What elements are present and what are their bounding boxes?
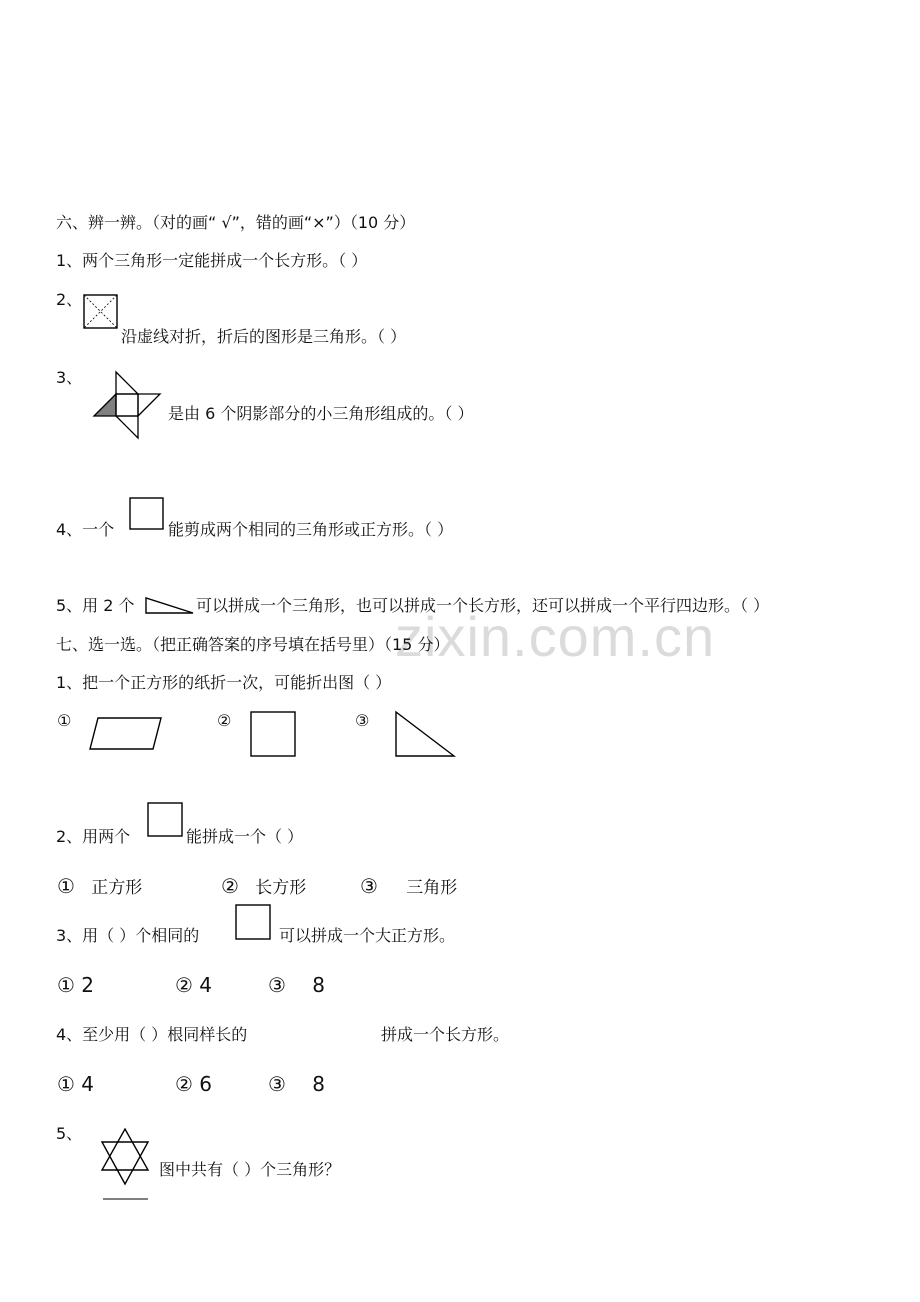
s7-q3-option-2 [175,973,212,997]
s7-q2-option-2 [221,874,306,900]
section7-heading: 七、选一选。（把正确答案的序号填在括号里）（15 分） [56,635,450,654]
section6-heading: 六、辨一辨。（对的画“ √”，错的画“×”）（10 分） [56,213,416,232]
s6-question-3-text: 是由 6 个阴影部分的小三角形组成的。（ ） [168,404,474,423]
square-figure [250,711,298,759]
parallelogram-figure [88,716,164,752]
option-number: ③ [268,973,286,997]
option-value: 2 [81,973,95,997]
s7-q3-option-3 [268,973,325,997]
watermark: zixin.com.cn [395,605,716,668]
s7-q2-option-1 [57,874,142,900]
s6-question-5-suffix: 可以拼成一个三角形，也可以拼成一个长方形，还可以拼成一个平行四边形。（ ） [196,596,770,615]
option-number: ② [221,874,239,898]
s7-q1-option-3: ③ [355,711,370,730]
s7-question-3-suffix: 可以拼成一个大正方形。 [279,926,456,945]
s7-q4-option-1 [57,1072,94,1096]
square-figure [147,802,185,838]
option-number: ③ [268,1072,286,1096]
option-text: 长方形 [255,878,307,898]
option-value: 4 [81,1072,95,1096]
s7-q2-option-3 [360,874,457,900]
s6-question-5-prefix: 5、用 2 个 [56,596,135,615]
option-value: 8 [312,973,326,997]
s6-question-2-text: 沿虚线对折，折后的图形是三角形。（ ） [121,327,407,346]
s7-question-4-suffix: 拼成一个长方形。 [381,1025,510,1044]
s7-question-2-prefix: 2、用两个 [56,827,131,846]
s7-q4-option-2 [175,1072,212,1096]
square-with-diagonals-figure [83,294,119,330]
option-number: ② [175,973,193,997]
s7-q4-option-3 [268,1072,325,1096]
option-value: 4 [199,973,213,997]
s7-q1-option-1: ① [57,711,72,730]
square-figure [129,497,165,531]
s7-question-4-prefix: 4、至少用（ ）根同样长的 [56,1025,248,1044]
option-number: ③ [360,874,378,898]
s6-question-1: 1、两个三角形一定能拼成一个长方形。（ ） [56,251,368,270]
pinwheel-triangles-figure [92,372,162,442]
star-of-david-figure [101,1128,151,1186]
option-value: 6 [199,1072,213,1096]
square-figure [235,904,273,940]
option-text: 正方形 [91,878,143,898]
right-triangle-figure [145,596,195,616]
s7-question-5-number: 5、 [56,1124,83,1143]
s7-question-5-text: 图中共有（ ）个三角形？ [159,1160,341,1179]
option-value: 8 [312,1072,326,1096]
s6-question-3-number: 3、 [56,368,83,387]
s7-question-1: 1、把一个正方形的纸折一次，可能折出图（ ） [56,673,392,692]
option-number: ① [57,874,75,898]
divider-line [102,1196,150,1202]
s6-question-4-suffix: 能剪成两个相同的三角形或正方形。（ ） [168,520,454,539]
s6-question-2-number: 2、 [56,290,83,309]
s7-q1-option-2: ② [217,711,232,730]
right-triangle-figure [395,711,457,759]
option-text: 三角形 [406,878,458,898]
option-number: ① [57,973,75,997]
option-number: ① [57,1072,75,1096]
s7-q3-option-1 [57,973,94,997]
s6-question-4-prefix: 4、一个 [56,520,115,539]
s7-question-2-suffix: 能拼成一个（ ） [186,827,304,846]
option-number: ② [175,1072,193,1096]
s7-question-3-prefix: 3、用（ ）个相同的 [56,926,200,945]
